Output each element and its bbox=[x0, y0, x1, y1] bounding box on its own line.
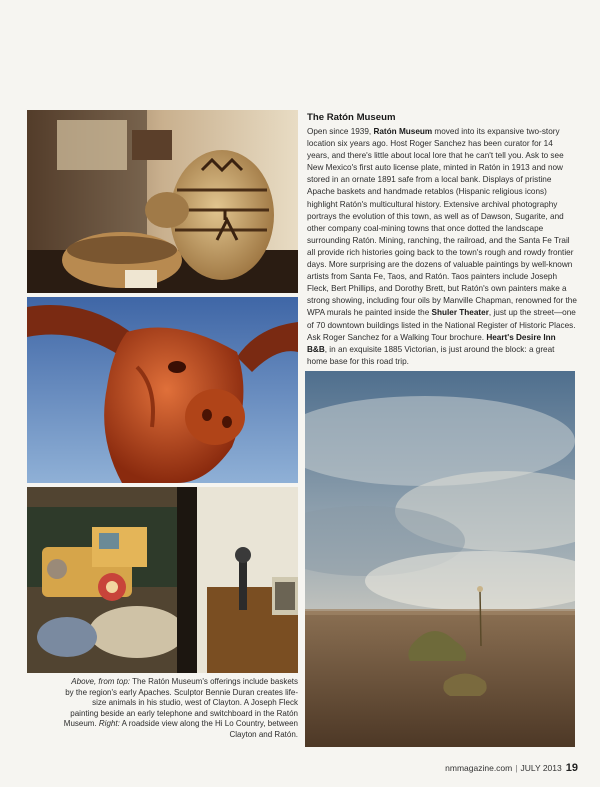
museum-baskets-photo bbox=[27, 110, 298, 293]
page-footer bbox=[420, 762, 578, 774]
footer-issue: JULY 2013 bbox=[520, 763, 562, 773]
hi-lo-country-landscape-photo bbox=[305, 371, 575, 747]
caption-lead: Above, from top: bbox=[71, 677, 130, 686]
article-raton-museum bbox=[307, 112, 577, 368]
page-number: 19 bbox=[565, 762, 578, 774]
footer-separator: | bbox=[515, 763, 518, 773]
caption-right-label: Right: bbox=[98, 719, 120, 729]
article-text-segment: moved into its expansive two-story location six years ago. Host Roger Sanchez has been curator for 14 years, and there's little about local lore that he can't tell you. Ask to see New Mexico's first auto license plate, minted in Ratón in 1913 and now stored in an ornate 1891 safe from a local bank. Displays of pristine Apache baskets and handmade retablos (Hispanic religious icons) highlight Ratón's multicultural history. Extensive archival photography portrays the evolution of this town, as well as of Dawson, Sugarite, and other company coal-mining towns that once dotted the landscape surrounding Ratón. Mining, ranching, the railroad, and the Santa Fe Trail all provide rich histories going back to the town's rough and rowdy frontier days. More surprising are the dozens of valuable paintings by well-known artists from Santa Fe, Taos, and Ratón. Taos painters include Joseph Fleck, Bert Phillips, and Dorothy Brett, but Ratón's own painters make a strong showing, including four oils by Manville Chapman, renowned for the WPA murals he painted inside the bbox=[307, 127, 577, 318]
raton-museum-name: Ratón Museum bbox=[373, 127, 433, 136]
article-body bbox=[307, 126, 577, 368]
article-text-segment: , just up the street—one of 70 downtown buildings listed in the National Register of Historic Places. Ask Roger Sanchez for a Walking Tour brochure. bbox=[307, 308, 576, 342]
bull-sculpture-photo bbox=[27, 297, 298, 483]
hearts-desire-inn-name: Heart's Desire Inn B&B bbox=[307, 332, 556, 354]
caption-right-body: A roadside view along the Hi Lo Country, between Clayton and Ratón. bbox=[119, 719, 298, 739]
painting-and-telephone-photo bbox=[27, 487, 298, 673]
article-heading: The Ratón Museum bbox=[307, 112, 396, 123]
footer-site: nmmagazine.com bbox=[445, 763, 513, 773]
shuler-theater-name: Shuler Theater bbox=[431, 308, 489, 318]
article-text-segment: Open since 1939, bbox=[307, 127, 374, 136]
article-text-segment: , in an exquisite 1885 Victorian, is just around the block: a great home base for this road trip. bbox=[307, 344, 555, 366]
caption-body: The Ratón Museum's offerings include baskets by the region's early Apaches. Sculptor Bennie Duran creates life-size animals in his studio, west of Clayton. A Joseph Fleck painting beside an early telephone and switchboard in the Ratón Museum. bbox=[63, 677, 298, 729]
photo-caption bbox=[62, 677, 298, 741]
